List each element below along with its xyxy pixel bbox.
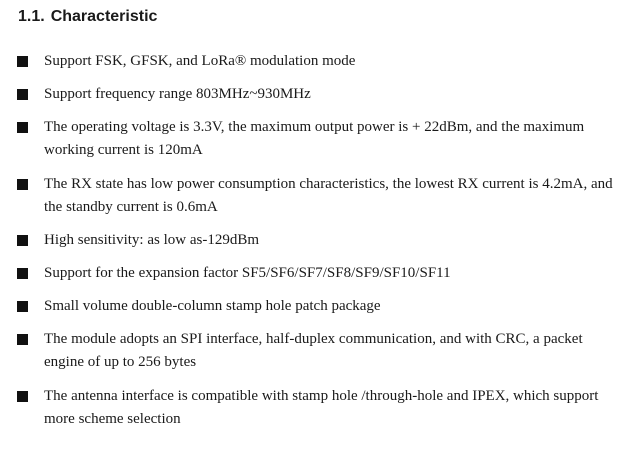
square-bullet-icon <box>17 391 28 402</box>
feature-text: Support frequency range 803MHz~930MHz <box>44 86 311 102</box>
feature-text: Support FSK, GFSK, and LoRa® modulation mode <box>44 53 356 69</box>
square-bullet-icon <box>17 301 28 312</box>
square-bullet-icon <box>17 235 28 246</box>
feature-text: High sensitivity: as low as-129dBm <box>44 232 259 248</box>
square-bullet-icon <box>17 122 28 133</box>
feature-text: The antenna interface is compatible with stamp hole /through-hole and IPEX, which support more scheme selection <box>44 388 599 427</box>
feature-text: The RX state has low power consumption characteristics, the lowest RX current is 4.2mA, and the standby current is 0.6mA <box>44 176 613 215</box>
feature-text: Support for the expansion factor SF5/SF6/SF7/SF8/SF9/SF10/SF11 <box>44 265 451 281</box>
square-bullet-icon <box>17 179 28 190</box>
section-title: Characteristic <box>50 8 158 25</box>
square-bullet-icon <box>17 268 28 279</box>
square-bullet-icon <box>17 89 28 100</box>
feature-text: Small volume double-column stamp hole patch package <box>44 298 381 314</box>
square-bullet-icon <box>17 56 28 67</box>
feature-text: The operating voltage is 3.3V, the maximum output power is + 22dBm, and the maximum working current is 120mA <box>44 119 585 158</box>
section-number: 1.1. <box>18 8 45 25</box>
square-bullet-icon <box>17 334 28 345</box>
section-heading <box>18 6 157 28</box>
feature-text: The module adopts an SPI interface, half-duplex communication, and with CRC, a packet engine of up to 256 bytes <box>44 331 583 370</box>
